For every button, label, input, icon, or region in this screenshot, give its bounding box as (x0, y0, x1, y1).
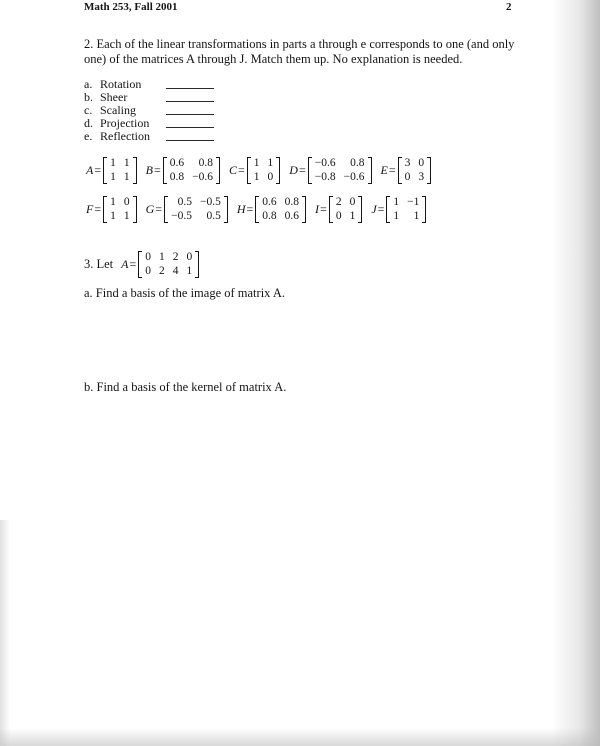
matrix-c (247, 157, 281, 184)
matrix-entries (168, 196, 224, 223)
equals-sign: = (320, 202, 327, 216)
matrix-name: E (380, 163, 388, 177)
list-item-label: Projection (100, 116, 150, 130)
matrix-entry: 4 (172, 265, 179, 277)
matrix-name: A (121, 257, 129, 271)
matrix-entry: 1 (110, 171, 116, 183)
equals-sign: = (129, 257, 137, 271)
problem-3-part-b: b. Find a basis of the kernel of matrix A. (84, 380, 287, 394)
matrix-entry: −1 (407, 196, 420, 208)
matrix-entries (402, 157, 428, 184)
matrix-g (164, 196, 228, 223)
right-bracket (427, 157, 431, 184)
list-item-label: Sheer (100, 90, 128, 104)
matrix-entry: 1 (110, 196, 116, 208)
answer-blank (166, 140, 214, 141)
matrix-entry: 0 (145, 265, 152, 277)
matrix-entry: −0.5 (171, 210, 192, 222)
matrix-entry: 0.6 (284, 210, 300, 222)
matrix-entry: 0.8 (262, 210, 277, 222)
matrix-name: A (86, 163, 94, 177)
matrix-entries (312, 157, 368, 184)
right-bracket (133, 157, 137, 184)
matrix-h (255, 196, 306, 223)
matrix-entry: 0.8 (169, 171, 185, 183)
matrix-entry: 0 (418, 157, 425, 169)
matrix-entry: 0.5 (206, 210, 221, 222)
matrix-entry: 3 (404, 157, 411, 169)
equals-sign: = (238, 163, 245, 177)
problem-2-text-line1 (84, 37, 514, 52)
matrix-entry: −0.6 (192, 171, 213, 183)
matrix-entry: 1 (349, 210, 356, 222)
matrix-entry: 1 (253, 171, 260, 183)
problem-3-part-a: a. Find a basis of the image of matrix A. (84, 286, 286, 300)
list-item-letter: a. (84, 77, 93, 91)
matrix-entries (259, 196, 302, 223)
matrix-e (398, 157, 432, 184)
list-item-letter: b. (84, 90, 93, 104)
problem-3-definition (84, 251, 199, 278)
scan-shadow-left (0, 520, 10, 746)
matrix-entry: 0 (123, 196, 130, 208)
matrix-entry: 1 (253, 157, 260, 169)
matrix-name: J (371, 202, 377, 216)
matrix-entry: 0.8 (350, 157, 365, 169)
matrix-entry: 0 (186, 251, 193, 263)
matrix-i (329, 196, 363, 223)
matrix-name: D (289, 163, 298, 177)
matrix-entry: 0 (267, 171, 274, 183)
equals-sign: = (94, 202, 102, 216)
answer-blank (166, 114, 214, 115)
right-bracket (216, 157, 220, 184)
right-bracket (276, 157, 280, 184)
matrix-entry: 1 (123, 157, 130, 169)
problem-3-intro: 3. Let (84, 257, 114, 271)
matrix-entry: 1 (123, 210, 130, 222)
scan-shadow-bottom (0, 728, 600, 746)
right-bracket (224, 196, 228, 223)
matrix-entry: 0 (404, 171, 411, 183)
scan-shadow-right (552, 0, 600, 746)
answer-blank (166, 101, 214, 102)
matrix-entry: 0.8 (284, 196, 300, 208)
matrix-name: F (86, 202, 94, 216)
matrix-entries (142, 251, 195, 278)
matrix-entry: 2 (159, 265, 165, 277)
matrix-entry: 1 (110, 157, 116, 169)
matrix-entry: 1 (159, 251, 165, 263)
equals-sign: = (388, 163, 396, 177)
matrix-entry: 0 (335, 210, 342, 222)
matrix-entries (107, 196, 133, 223)
list-item-label: Rotation (100, 77, 142, 91)
right-bracket (195, 251, 199, 278)
matrix-entries (107, 157, 133, 184)
matrix-j (386, 196, 426, 223)
matrix-name: B (145, 163, 153, 177)
problem-2-statement-1: Each of the linear transformations in parts a through e corresponds to one (and only (96, 37, 515, 51)
matrix-entry: 1 (413, 210, 420, 222)
equals-sign: = (94, 163, 102, 177)
matrix-a (103, 157, 137, 184)
matrix-name: G (145, 202, 155, 216)
matrix-entry: 1 (267, 157, 274, 169)
matrix-b (163, 157, 220, 184)
matrix-row-2 (86, 196, 426, 223)
list-item-label: Reflection (100, 129, 150, 143)
matrix-entry: 1 (393, 196, 400, 208)
equals-sign: = (246, 202, 254, 216)
matrix-entries (167, 157, 216, 184)
matrix-a (138, 251, 199, 278)
matrix-entry: 1 (393, 210, 400, 222)
matrix-name: I (315, 202, 320, 216)
list-item-letter: c. (84, 103, 93, 117)
list-item-letter: e. (84, 129, 93, 143)
answer-blank (166, 88, 214, 89)
matrix-entry: −0.5 (199, 196, 221, 208)
right-bracket (422, 196, 426, 223)
list-item-label: Scaling (100, 103, 136, 117)
matrix-entries (333, 196, 359, 223)
page-number: 2 (506, 1, 512, 13)
matrix-name: C (229, 163, 238, 177)
course-header: Math 253, Fall 2001 (84, 1, 178, 13)
matrix-entries (390, 196, 422, 223)
matrix-entry: 0.5 (177, 196, 192, 208)
matrix-entry: 1 (110, 210, 116, 222)
matrix-entry: −0.6 (314, 157, 336, 169)
answer-blank (166, 127, 214, 128)
matrix-entry: 0 (349, 196, 356, 208)
matrix-entry: 3 (418, 171, 425, 183)
right-bracket (133, 196, 137, 223)
matrix-entry: 2 (172, 251, 179, 263)
matrix-f (103, 196, 137, 223)
matrix-entry: 0.8 (198, 157, 213, 169)
list-item-letter: d. (84, 116, 93, 130)
matrix-entry: 2 (335, 196, 342, 208)
matrix-entry: −0.8 (314, 171, 336, 183)
equals-sign: = (155, 202, 163, 216)
matrix-name: H (236, 202, 246, 216)
problem-2-text-line2: one) of the matrices A through J. Match them up. No explanation is needed. (84, 52, 463, 66)
matrix-entry: 0 (145, 251, 152, 263)
equals-sign: = (377, 202, 385, 216)
equals-sign: = (153, 163, 161, 177)
right-bracket (302, 196, 306, 223)
problem-2-number: 2. (84, 37, 94, 51)
matrix-entries (251, 157, 277, 184)
matrix-entry: 1 (123, 171, 130, 183)
right-bracket (368, 157, 372, 184)
equals-sign: = (298, 163, 306, 177)
matrix-entry: 0.6 (169, 157, 185, 169)
right-bracket (358, 196, 362, 223)
matrix-entry: 0.6 (262, 196, 277, 208)
matrix-entry: 1 (186, 265, 193, 277)
matrix-row-1 (86, 157, 431, 184)
matrix-entry: −0.6 (343, 171, 365, 183)
matrix-d (308, 157, 372, 184)
